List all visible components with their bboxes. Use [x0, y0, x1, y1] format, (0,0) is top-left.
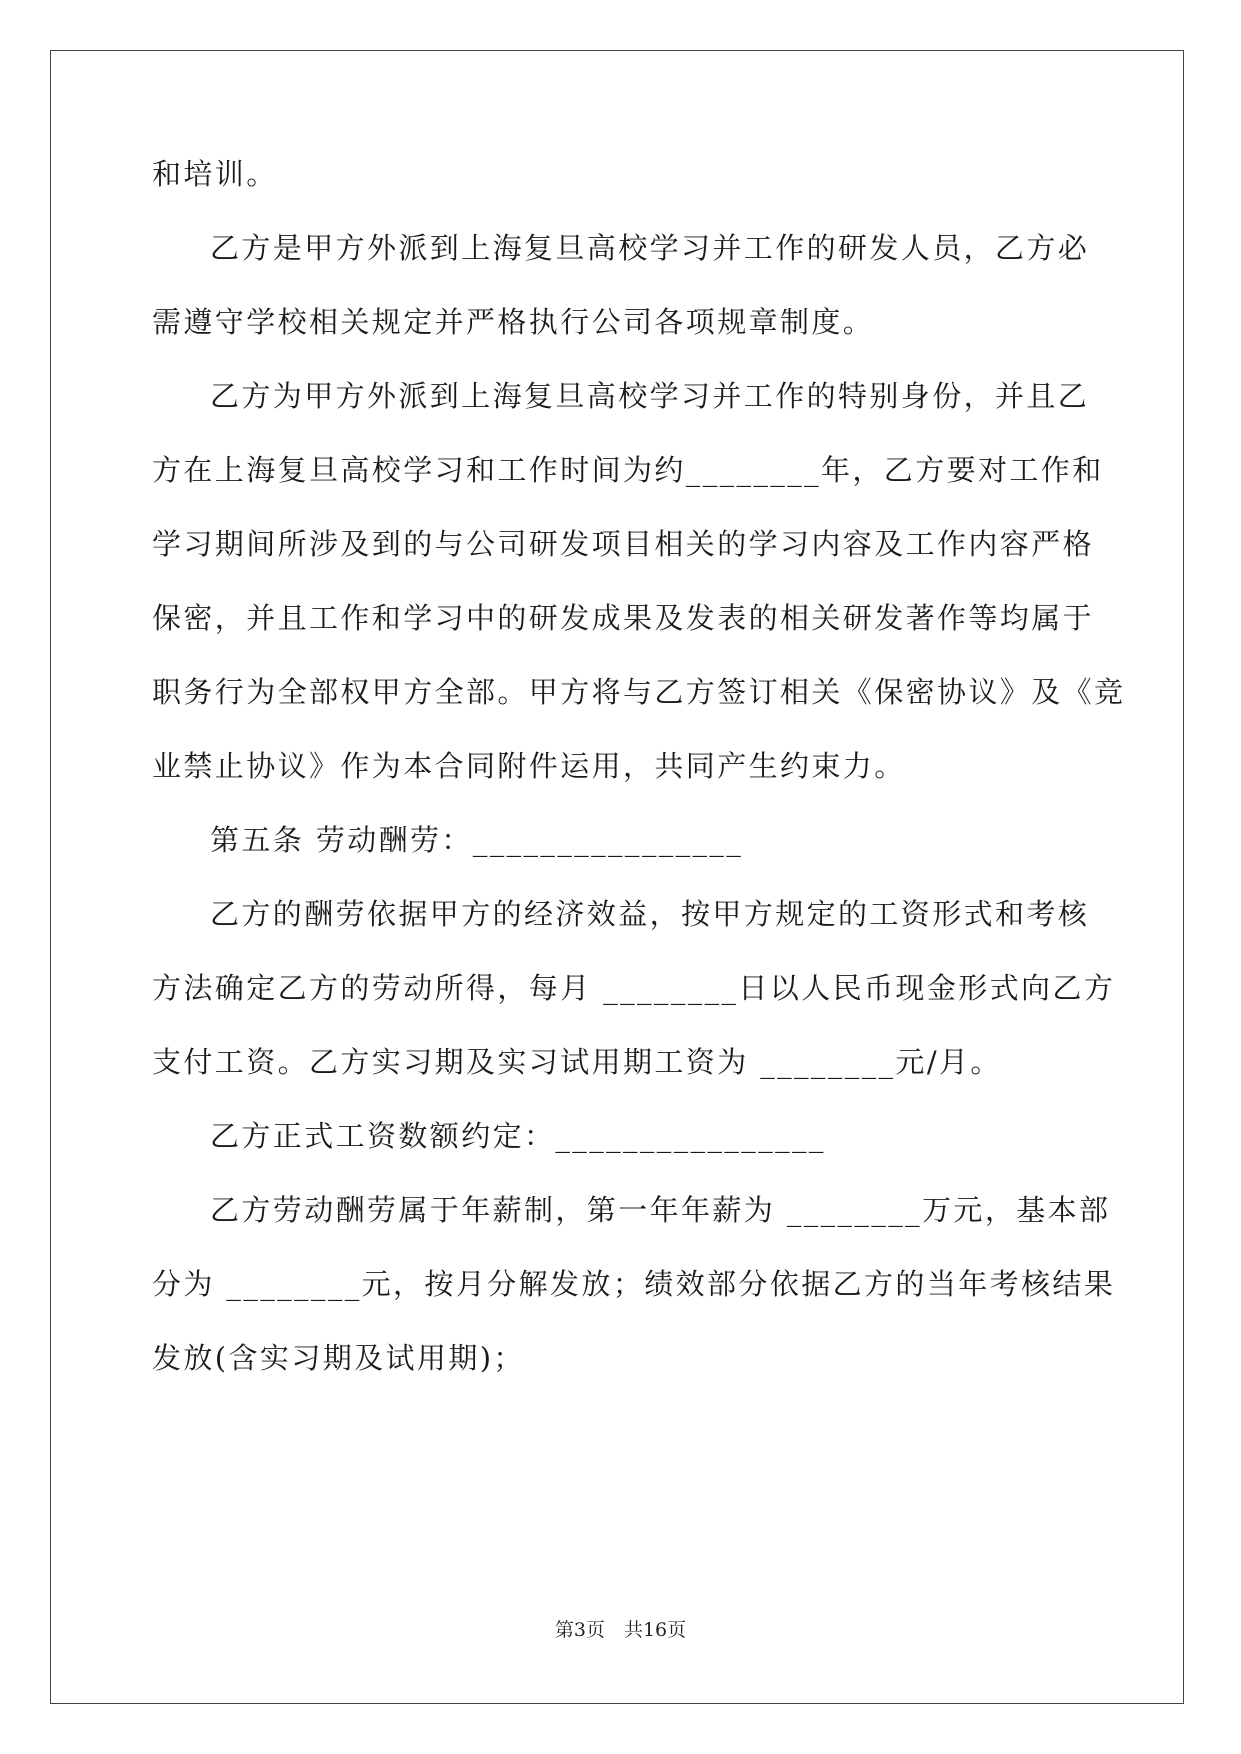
text-line-16: 分为 ________元，按月分解发放；绩效部分依据乙方的当年考核结果 [152, 1267, 1116, 1301]
text-line-8: 职务行为全部权甲方全部。甲方将与乙方签订相关《保密协议》及《竞 [152, 675, 1126, 709]
text-line-15: 乙方劳动酬劳属于年薪制，第一年年薪为 ________万元，基本部 [210, 1193, 1111, 1227]
text-line-5: 方在上海复旦高校学习和工作时间为约________年，乙方要对工作和 [152, 453, 1104, 487]
text-line-14: 乙方正式工资数额约定：________________ [210, 1119, 826, 1153]
text-line-6: 学习期间所涉及到的与公司研发项目相关的学习内容及工作内容严格 [152, 527, 1095, 561]
text-line-9: 业禁止协议》作为本合同附件运用，共同产生约束力。 [152, 749, 906, 783]
text-line-12: 方法确定乙方的劳动所得，每月 ________日以人民币现金形式向乙方 [152, 971, 1116, 1005]
text-line-4: 乙方为甲方外派到上海复旦高校学习并工作的特别身份，并且乙 [210, 379, 1090, 413]
text-line-13: 支付工资。乙方实习期及实习试用期工资为 ________元/月。 [152, 1045, 1002, 1079]
text-line-7: 保密，并且工作和学习中的研发成果及发表的相关研发著作等均属于 [152, 601, 1095, 635]
section-heading-article-5: 第五条 劳动酬劳：________________ [210, 823, 744, 857]
text-line-11: 乙方的酬劳依据甲方的经济效益，按甲方规定的工资形式和考核 [210, 897, 1090, 931]
text-line-1: 和培训。 [152, 157, 278, 191]
page-border [50, 50, 1184, 1704]
text-line-2: 乙方是甲方外派到上海复旦高校学习并工作的研发人员，乙方必 [210, 231, 1090, 265]
page-number-footer: 第3页 共16页 [554, 1619, 687, 1641]
text-line-17: 发放(含实习期及试用期)； [152, 1341, 525, 1375]
text-line-3: 需遵守学校相关规定并严格执行公司各项规章制度。 [152, 305, 875, 339]
